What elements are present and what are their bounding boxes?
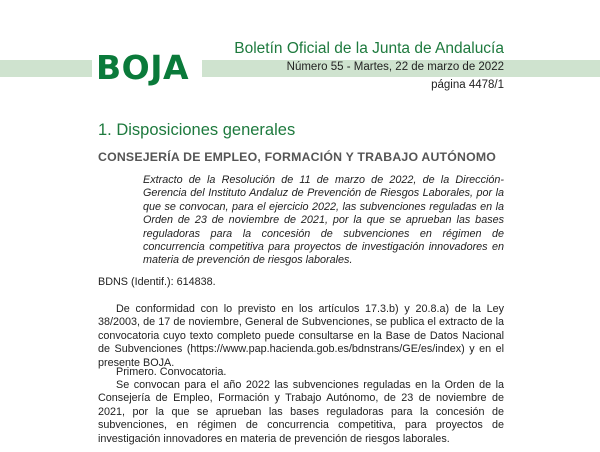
paragraph-conformity: De conformidad con lo previsto en los artículos 17.3.b) y 20.8.a) de la Ley 38/2003, de 17 de noviembre, General de Subvenciones, se publica el extracto de la convocatoria cuyo texto completo puede consultarse en la Base de Datos Nacional de Subvenciones (https://www.pap.hacienda.gob.es/bdnstrans/GE/es/index) y en el presente BOJA.	[98, 303, 504, 369]
ministry-heading: CONSEJERÍA DE EMPLEO, FORMACIÓN Y TRABAJO AUTÓNOMO	[98, 150, 497, 164]
heading-first: Primero. Convocatoria.	[116, 366, 227, 378]
paragraph-convocatoria: Se convocan para el año 2022 las subvenciones reguladas en la Orden de la Consejería de Empleo, Formación y Trabajo Autónomo, de 23 de noviembre de 2021, por la que se aprueban las bases reguladoras para la concesión de subvenciones, en régimen de concurrencia competitiva, para proyectos de investigación innovadores en materia de prevención de riesgos laborales.	[98, 379, 504, 445]
page-header	[0, 0, 600, 95]
bdns-id: BDNS (Identif.): 614838.	[98, 276, 216, 288]
page-number: página 4478/1	[431, 79, 504, 91]
abstract-text: Extracto de la Resolución de 11 de marzo de 2022, de la Dirección-Gerencia del Instituto Andaluz de Prevención de Riesgos Laborales, por la que se convocan, para el ejercicio 2022, las subvenciones reguladas en la Orden de 23 de noviembre de 2021, por la que se aprueban las bases reguladoras para la concesión de subvenciones en régimen de concurrencia competitiva para proyectos de investigación innovadores en materia de prevención de riesgos laborales.	[143, 174, 504, 267]
boja-logo: BOJA	[96, 48, 190, 87]
bulletin-title: Boletín Oficial de la Junta de Andalucía	[234, 40, 504, 57]
header-band-left	[0, 60, 92, 77]
section-title: 1. Disposiciones generales	[98, 121, 296, 139]
issue-info: Número 55 - Martes, 22 de marzo de 2022	[286, 61, 504, 73]
